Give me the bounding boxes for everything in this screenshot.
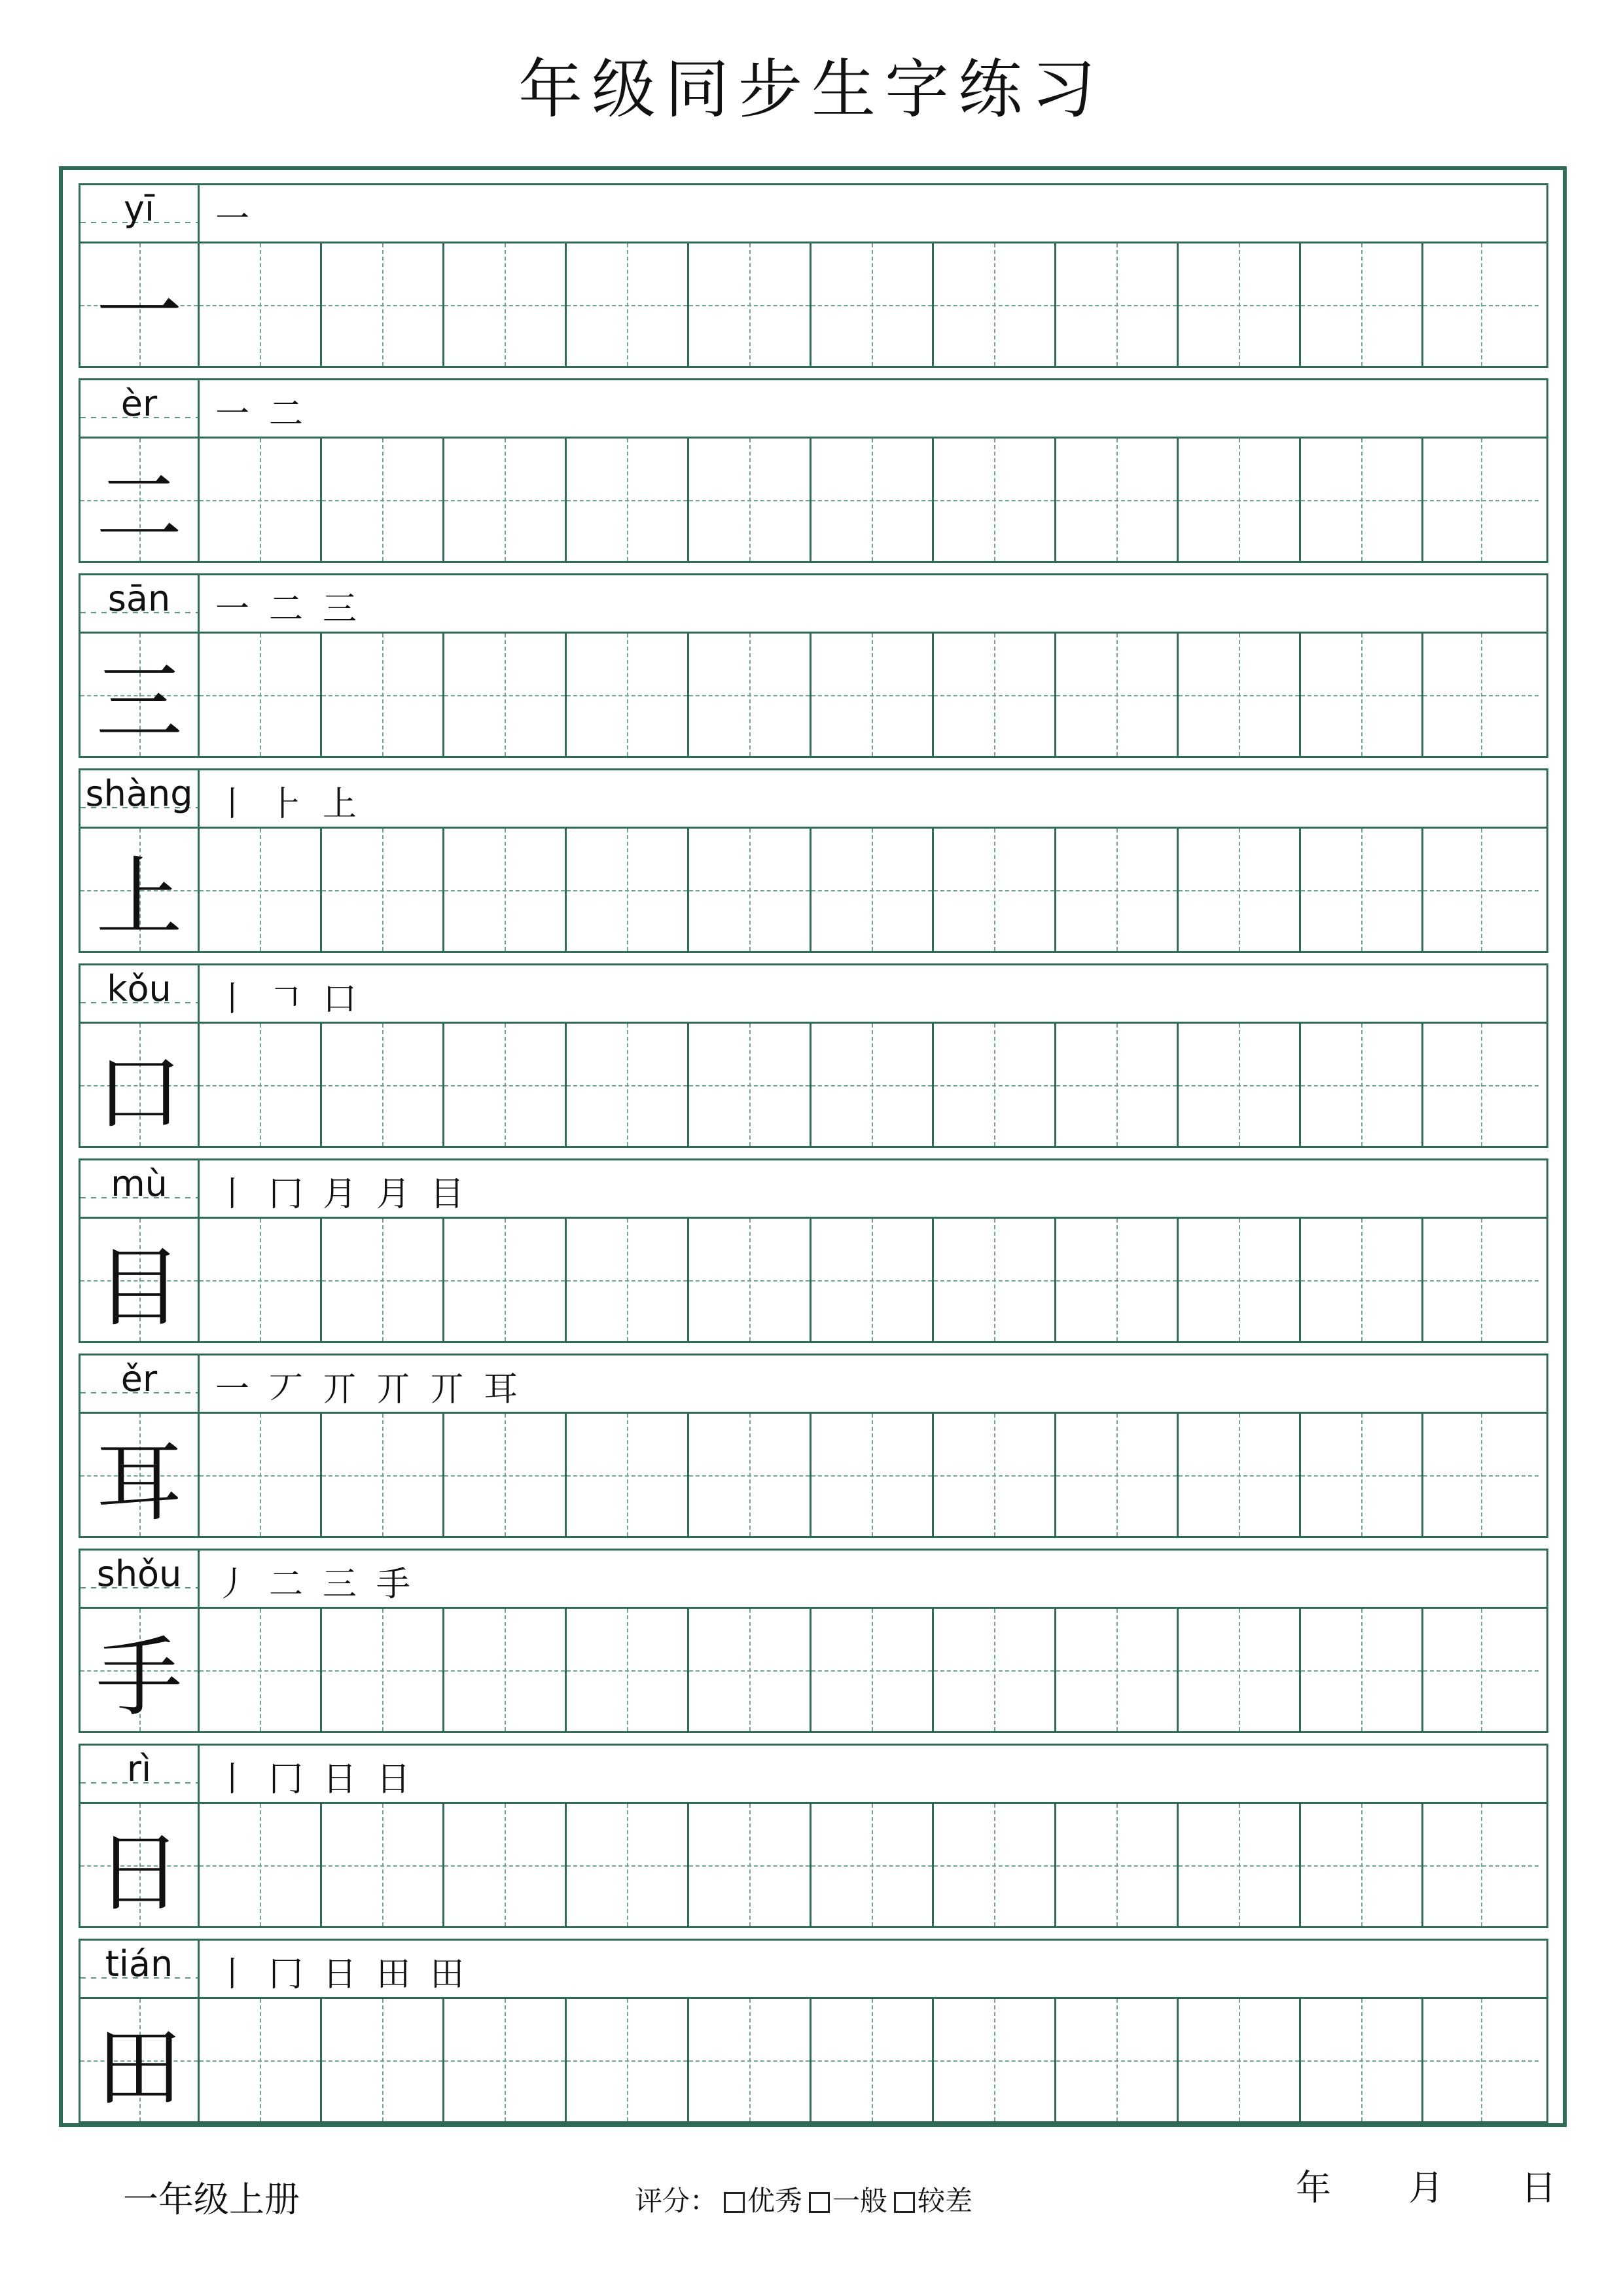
model-character-cell [80,243,200,366]
practice-cell[interactable] [934,1414,1056,1536]
model-character: 口 [96,1042,183,1143]
practice-cell[interactable] [200,243,322,366]
practice-cell[interactable] [812,243,934,366]
practice-cell[interactable] [1179,1804,1301,1926]
writing-grid [79,829,1548,953]
practice-cell[interactable] [689,439,812,561]
practice-cell[interactable] [1423,634,1539,756]
writing-grid [79,1414,1548,1538]
practice-cell[interactable] [1423,1024,1539,1146]
practice-cell[interactable] [200,439,322,561]
pinyin-cell [80,965,200,1022]
stroke-sequence [215,1361,518,1413]
practice-cell[interactable] [1179,829,1301,951]
writing-grid [79,1024,1548,1148]
practice-cell[interactable] [934,439,1056,561]
practice-cell[interactable] [934,1219,1056,1341]
stroke-step: 冂 [269,1760,304,1799]
character-row [79,1549,1548,1733]
model-character: 耳 [96,1432,183,1534]
practice-cell[interactable] [689,1999,812,2121]
stroke-step: 丨 [215,1955,250,1994]
stroke-step: ⺊ [269,785,304,824]
model-character: 三 [96,652,183,753]
model-character-cell [80,1219,200,1341]
practice-cell[interactable] [444,1414,567,1536]
character-row [79,1354,1548,1538]
practice-cell[interactable] [689,1414,812,1536]
practice-cell[interactable] [1179,1609,1301,1731]
pinyin-cell [80,1160,200,1217]
practice-cell[interactable] [322,1804,444,1926]
practice-cell[interactable] [1056,1414,1179,1536]
practice-cell[interactable] [812,439,934,561]
practice-cell[interactable] [322,1219,444,1341]
stroke-order-strip [79,963,1548,1024]
practice-cell[interactable] [689,634,812,756]
practice-cell[interactable] [567,829,689,951]
stroke-order-strip [79,1744,1548,1804]
practice-cell[interactable] [567,1609,689,1731]
practice-cell[interactable] [812,1414,934,1536]
practice-cell[interactable] [812,634,934,756]
practice-cell[interactable] [1301,634,1423,756]
practice-cell[interactable] [1301,439,1423,561]
practice-cell[interactable] [1179,1414,1301,1536]
stroke-step: 丿 [215,1565,250,1604]
stroke-sequence [215,190,249,243]
practice-cell[interactable] [1179,439,1301,561]
practice-cell[interactable] [1056,439,1179,561]
practice-cell[interactable] [200,1219,322,1341]
stroke-step: 冂 [269,1175,304,1214]
pinyin-cell [80,1941,200,1997]
date-day: 日 [1521,2167,1556,2208]
practice-cell[interactable] [1056,1804,1179,1926]
practice-cell[interactable] [1423,439,1539,561]
stroke-sequence [215,1751,410,1803]
practice-cell[interactable] [322,634,444,756]
stroke-step: 二 [269,1565,304,1604]
practice-cell[interactable] [322,1609,444,1731]
practice-cell[interactable] [1056,829,1179,951]
practice-cell[interactable] [1423,829,1539,951]
practice-cell[interactable] [689,243,812,366]
practice-cell[interactable] [689,1609,812,1731]
practice-cell[interactable] [1056,1024,1179,1146]
model-character: 二 [96,457,183,558]
pinyin-text: kǒu [107,968,171,1009]
practice-cell[interactable] [1179,1024,1301,1146]
practice-cell[interactable] [444,829,567,951]
practice-cell[interactable] [1301,829,1423,951]
stroke-sequence [215,386,303,438]
practice-cell[interactable] [1301,1414,1423,1536]
practice-cell[interactable] [1056,1999,1179,2121]
character-row [79,1158,1548,1343]
pinyin-cell [80,1746,200,1802]
practice-cell[interactable] [934,1804,1056,1926]
practice-cell[interactable] [934,1609,1056,1731]
practice-cell[interactable] [322,1999,444,2121]
practice-cell[interactable] [689,829,812,951]
practice-cell[interactable] [567,1219,689,1341]
stroke-step: 一 [215,1370,250,1409]
pinyin-text: yī [124,188,154,229]
stroke-step: 月 [376,1175,411,1214]
writing-grid [79,1804,1548,1928]
model-character-cell [80,1414,200,1536]
option-excellent: 优秀 [747,2185,803,2217]
practice-cell[interactable] [812,1804,934,1926]
model-character-cell [80,829,200,951]
model-character-cell [80,1999,200,2121]
practice-cell[interactable] [1179,1999,1301,2121]
practice-cell[interactable] [567,1999,689,2121]
stroke-order-strip [79,573,1548,634]
practice-cell[interactable] [444,439,567,561]
practice-cell[interactable] [934,1024,1056,1146]
practice-cell[interactable] [934,1999,1056,2121]
stroke-step: 一 [215,395,250,434]
stroke-step: 耳 [484,1370,518,1409]
practice-cell[interactable] [1301,1999,1423,2121]
date-section [1296,2160,1556,2210]
checkbox-excellent[interactable] [724,2192,745,2213]
date-year: 年 [1296,2167,1331,2208]
character-row [79,963,1548,1148]
practice-cell[interactable] [567,243,689,366]
practice-cell[interactable] [322,1024,444,1146]
checkbox-average[interactable] [809,2192,830,2213]
practice-cell[interactable] [1423,1999,1539,2121]
practice-cell[interactable] [444,1804,567,1926]
practice-cell[interactable] [1423,243,1539,366]
pinyin-text: mù [111,1163,168,1204]
practice-cell[interactable] [1301,243,1423,366]
character-row [79,768,1548,953]
stroke-step: 二 [269,395,304,434]
stroke-step: 𠃍 [269,980,304,1019]
stroke-step: 丨 [215,1760,250,1799]
model-character-cell [80,439,200,561]
stroke-order-strip [79,1158,1548,1219]
stroke-step: 三 [323,590,357,629]
practice-cell[interactable] [444,634,567,756]
model-character-cell [80,1804,200,1926]
character-row [79,183,1548,368]
pinyin-text: ěr [120,1358,158,1399]
stroke-step: 冂 [269,1955,304,1994]
stroke-step: 一 [215,590,250,629]
practice-cell[interactable] [200,1609,322,1731]
practice-cell[interactable] [322,829,444,951]
stroke-sequence [215,1556,410,1608]
practice-cell[interactable] [567,439,689,561]
pinyin-cell [80,1551,200,1607]
pinyin-text: rì [126,1748,152,1789]
writing-grid [79,243,1548,368]
model-character: 目 [96,1237,183,1338]
practice-cell[interactable] [689,1024,812,1146]
practice-cell[interactable] [1301,1219,1423,1341]
checkbox-poor[interactable] [894,2192,915,2213]
stroke-step: 日 [323,1760,357,1799]
stroke-sequence [215,1946,464,1998]
practice-cell[interactable] [689,1804,812,1926]
practice-cell[interactable] [934,634,1056,756]
practice-cell[interactable] [812,1999,934,2121]
score-section [635,2179,972,2219]
practice-cell[interactable] [1301,1804,1423,1926]
stroke-step: 月 [323,1175,357,1214]
practice-cell[interactable] [567,1024,689,1146]
model-character-cell [80,634,200,756]
stroke-step: 日 [323,1955,357,1994]
pinyin-text: tián [105,1943,173,1984]
practice-cell[interactable] [200,1999,322,2121]
stroke-step: 上 [323,785,357,824]
model-character: 手 [96,1627,183,1729]
pinyin-cell [80,380,200,437]
practice-cell[interactable] [934,243,1056,366]
stroke-step: 丨 [215,785,250,824]
practice-cell[interactable] [1179,1219,1301,1341]
writing-grid [79,1219,1548,1343]
practice-cell[interactable] [689,1219,812,1341]
pinyin-text: shǒu [96,1553,182,1594]
practice-cell[interactable] [1056,1219,1179,1341]
writing-grid [79,1999,1548,2123]
option-average: 一般 [832,2185,888,2217]
practice-cell[interactable] [567,1804,689,1926]
practice-cell[interactable] [1301,1609,1423,1731]
model-character: 日 [96,1822,183,1924]
model-character-cell [80,1024,200,1146]
practice-cell[interactable] [1423,1219,1539,1341]
stroke-order-strip [79,1354,1548,1414]
practice-cell[interactable] [812,829,934,951]
stroke-order-strip [79,1939,1548,1999]
pinyin-cell [80,185,200,242]
score-label: 评分： [635,2185,718,2217]
model-character: 一 [96,262,183,363]
practice-cell[interactable] [200,1024,322,1146]
practice-cell[interactable] [1056,634,1179,756]
date-month: 月 [1408,2167,1444,2208]
stroke-step: 丌 [323,1370,357,1409]
stroke-step: 目 [430,1175,465,1214]
stroke-step: 田 [376,1955,411,1994]
character-row [79,573,1548,758]
grade-label: 一年级上册 [123,2179,300,2220]
model-character: 田 [96,2017,183,2119]
stroke-sequence [215,776,357,828]
practice-cell[interactable] [1423,1609,1539,1731]
practice-cell[interactable] [812,1219,934,1341]
practice-cell[interactable] [934,829,1056,951]
practice-cell[interactable] [200,1414,322,1536]
model-character-cell [80,1609,200,1731]
practice-cell[interactable] [322,1414,444,1536]
option-poor: 较差 [918,2185,973,2217]
practice-cell[interactable] [1179,243,1301,366]
writing-grid [79,1609,1548,1733]
practice-cell[interactable] [444,243,567,366]
stroke-step: 口 [323,980,357,1019]
practice-cell[interactable] [1301,1024,1423,1146]
stroke-order-strip [79,1549,1548,1609]
stroke-step: 手 [376,1565,411,1604]
practice-cell[interactable] [1423,1804,1539,1926]
stroke-order-strip [79,768,1548,829]
practice-cell[interactable] [444,1609,567,1731]
character-row [79,378,1548,563]
stroke-step: 丆 [269,1370,304,1409]
stroke-step: 三 [323,1565,357,1604]
stroke-step: 丌 [376,1370,411,1409]
practice-cell[interactable] [1423,1414,1539,1536]
stroke-step: 丨 [215,980,250,1019]
practice-cell[interactable] [444,1219,567,1341]
character-row [79,1939,1548,2123]
stroke-step: 一 [215,200,250,239]
practice-cell[interactable] [322,243,444,366]
practice-cell[interactable] [444,1024,567,1146]
pinyin-text: shàng [85,773,193,814]
practice-cell[interactable] [200,829,322,951]
stroke-sequence [215,581,357,633]
practice-cell[interactable] [322,439,444,561]
pinyin-cell [80,575,200,632]
pinyin-cell [80,770,200,827]
stroke-order-strip [79,378,1548,439]
stroke-order-strip [79,183,1548,243]
practice-cell[interactable] [1056,243,1179,366]
stroke-step: 丨 [215,1175,250,1214]
model-character: 上 [96,847,183,948]
practice-cell[interactable] [1179,634,1301,756]
writing-grid [79,634,1548,758]
stroke-step: 丌 [430,1370,465,1409]
practice-cell[interactable] [200,634,322,756]
practice-cell[interactable] [812,1609,934,1731]
stroke-sequence [215,1166,464,1218]
practice-cell[interactable] [200,1804,322,1926]
practice-cell[interactable] [567,634,689,756]
stroke-step: 二 [269,590,304,629]
character-row [79,1744,1548,1928]
practice-cell[interactable] [812,1024,934,1146]
pinyin-text: èr [120,383,158,424]
stroke-sequence [215,971,357,1023]
practice-frame [59,166,1567,2127]
practice-cell[interactable] [444,1999,567,2121]
writing-grid [79,439,1548,563]
page-title: 年级同步生字练习 [518,52,1105,127]
pinyin-cell [80,1355,200,1412]
practice-cell[interactable] [1056,1609,1179,1731]
pinyin-text: sān [107,578,171,619]
stroke-step: 田 [430,1955,465,1994]
practice-cell[interactable] [567,1414,689,1536]
stroke-step: 日 [376,1760,411,1799]
